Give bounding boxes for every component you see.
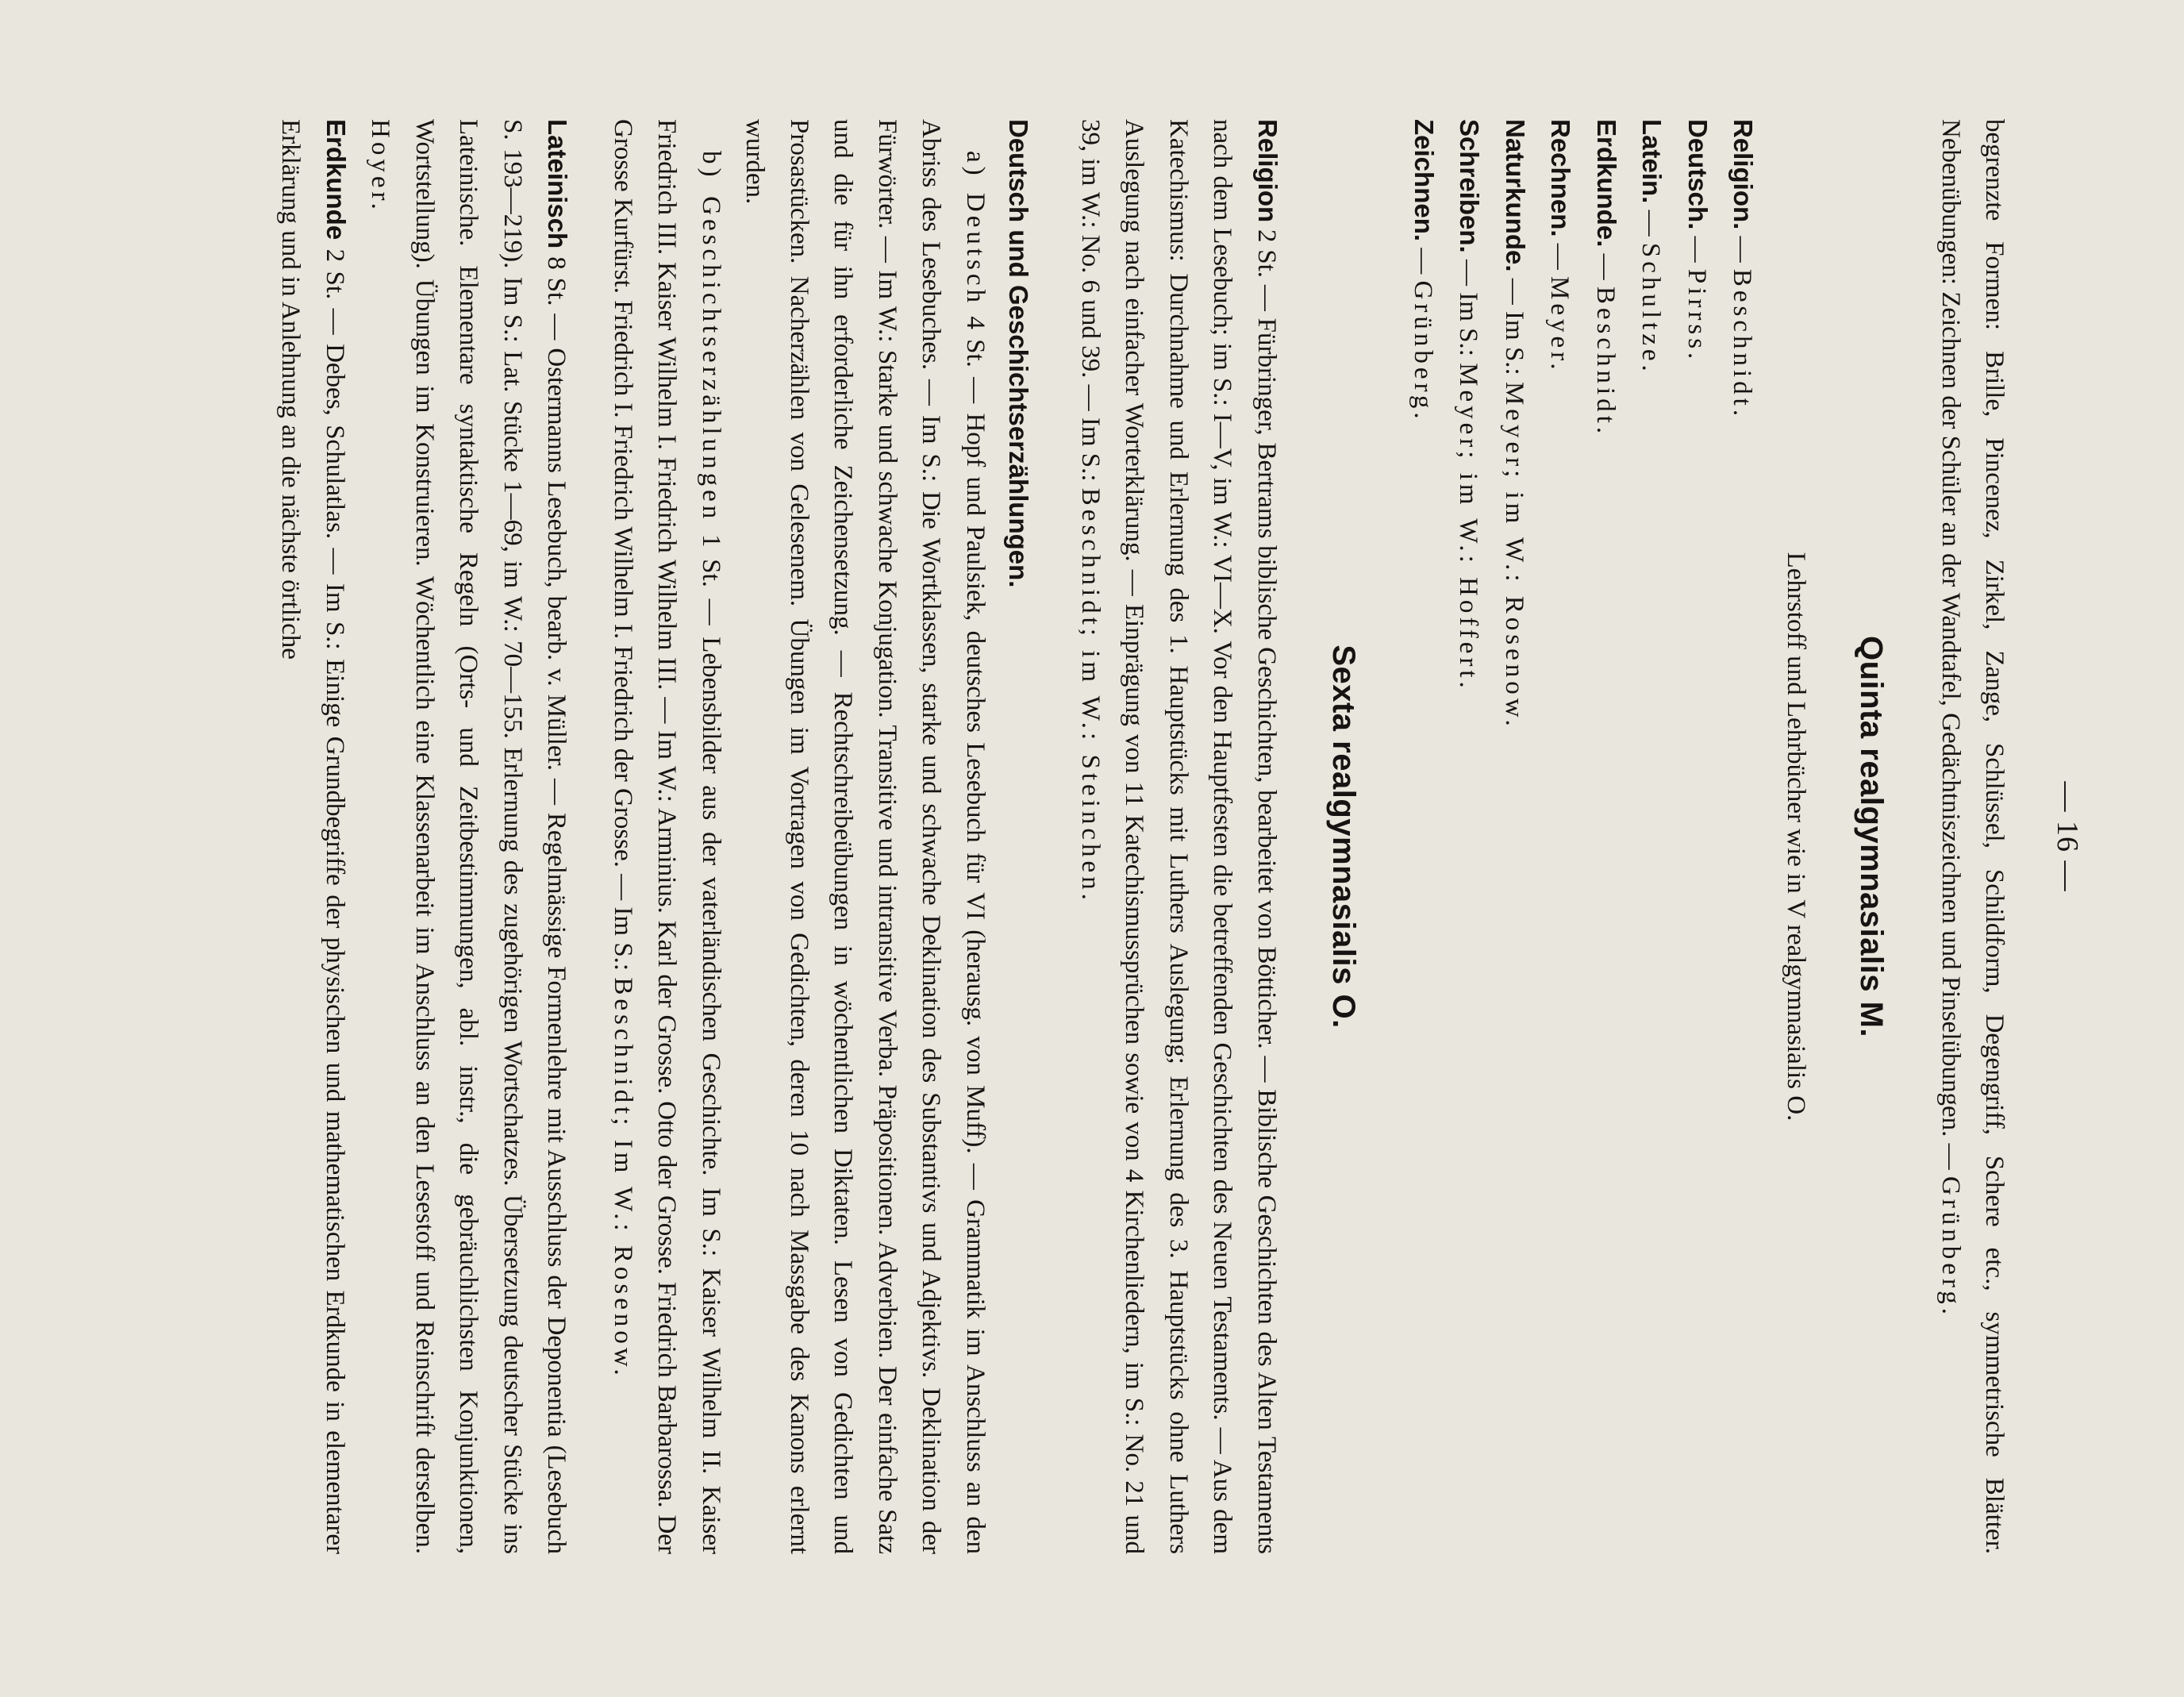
religion-label: Religion (1253, 119, 1282, 223)
subject-teacher: Meyer; im W.: Hoffert. (1454, 363, 1483, 692)
deutsch-b-paragraph (601, 119, 733, 1554)
opening-paragraph (1928, 119, 2017, 1554)
subject-label: Naturkunde. (1501, 119, 1530, 272)
religion-teacher: Beschnidt; im W.: Steinchen. (1076, 487, 1105, 904)
subject-text: — (1409, 248, 1437, 275)
lateinisch-teacher: Hoyer. (366, 119, 395, 214)
erdkunde-paragraph (268, 119, 358, 1554)
subject-label: Zeichnen. (1409, 119, 1439, 242)
spacer (580, 119, 601, 1554)
subject-text: — (1636, 210, 1666, 237)
quinta-heading: Quinta realgymnasialis M. (1854, 636, 1890, 1037)
quinta-subject-latein (1628, 119, 1675, 1554)
deutsch-b-label: b) Geschichtserzählungen (697, 151, 725, 523)
sexta-religion-paragraph (1068, 119, 1290, 1554)
subject-teacher: Pirrss. (1682, 268, 1711, 364)
subject-text: — Im S.: (1454, 259, 1483, 356)
lateinisch-label: Lateinisch (543, 119, 573, 249)
religion-text: 2 St. — Fürbringer, Bertrams biblische Geschichten, bearbeitet von Bötticher. — Biblische Geschichten des Alten Testaments nach dem Lesebuch; im S.: I—V, im W.: VI—X. Vor den Hauptfesten die betreffenden Geschichten des Neuen Testaments. — Aus dem Katechismus: Durchnahme und Erlernung des 1. Hauptstücks mit Luthers Auslegung; Erlernung des 3. Hauptstücks ohne Luthers Auslegung nach einfacher Worterklärung. — Einprägung von 11 Katechismussprüchen sowie von 4 Kirchenliedern, im S.: No. 21 und 39, im W.: No. 6 und 39. — Im S.: (1076, 119, 1281, 1554)
quinta-subject-religion (1720, 119, 1766, 1554)
quinta-subject-naturkunde (1492, 119, 1538, 1554)
subject-teacher: Beschnidt. (1591, 286, 1620, 438)
subject-text: — (1545, 243, 1575, 270)
deutsch-heading: Deutsch und Geschichtserzählungen. (1004, 119, 1034, 588)
quinta-subject-list (1401, 119, 1766, 1554)
quinta-subject-schreiben (1446, 119, 1492, 1554)
subject-label: Erdkunde. (1592, 119, 1621, 248)
lateinisch-paragraph (358, 119, 580, 1554)
subject-text: — (1728, 236, 1757, 263)
page-number: — 16 — (2051, 781, 2084, 892)
quinta-subject-rechnen (1537, 119, 1583, 1554)
subject-label: Schreiben. (1455, 119, 1485, 253)
subject-teacher: Schultze. (1636, 242, 1666, 375)
subject-teacher: Beschnidt. (1728, 268, 1757, 421)
opening-teacher: Grünberg. (1936, 1176, 1965, 1319)
erdkunde-label: Erdkunde (321, 119, 351, 241)
subject-teacher: Meyer. (1545, 276, 1575, 374)
deutsch-b-teacher: Beschnidt; Im W.: Rosenow. (609, 977, 637, 1380)
subject-text: — (1591, 253, 1620, 280)
sexta-heading: Sexta realgymnasialis O. (1326, 645, 1362, 1029)
opening-text: begrenzte Formen: Brille, Pincenez, Zirkel, Zange, Schlüssel, Schildform, Degengriff, Schere etc., symmetrische Blätter. Nebenübungen: Zeichnen der Schüler an der Wandtafel, Gedächtniszeichnen und Pinselübungen. — (1936, 119, 2009, 1554)
quinta-subject-deutsch (1675, 119, 1721, 1554)
deutsch-a-text: 4 St. — Hopf und Paulsiek, deutsches Lesebuch für VI (herausg. von Muff). — Grammatik im Anschluss an den Abriss des Lesebuches. — Im S.: Die Wortklassen, starke und schwache Deklination des Substantivs und Adjektivs. Deklination der Fürwörter. — Im W.: Starke und schwache Konjugation. Transitive und intransitive Verba. Präpositionen. Adverbien. Der einfache Satz und die für ihn erforderliche Zeichensetzung. — Rechtschreibeübungen in wöchentlichen Diktaten. Lesen von Gedichten und Prosastücken. Nacherzählen von Gelesenem. Übungen im Vortragen von Gedichten, deren 10 nach Massgabe des Kanons erlernt wurden. (740, 119, 990, 1555)
subject-label: Religion. (1728, 119, 1759, 230)
subject-label: Rechnen. (1546, 119, 1576, 237)
deutsch-a-paragraph (732, 119, 997, 1554)
quinta-subject-zeichnen (1401, 119, 1447, 1554)
subject-teacher: Meyer; im W.: Rosenow. (1500, 381, 1528, 730)
subject-label: Deutsch. (1683, 119, 1713, 230)
quinta-subject-erdkunde (1583, 119, 1629, 1554)
subject-label: Latein. (1637, 119, 1667, 204)
subject-text: — (1682, 236, 1711, 263)
quinta-intro: Lehrstoff und Lehrbücher wie in V realgymnasialis O. (1782, 552, 1810, 1122)
subject-text: — Im S.: (1500, 278, 1528, 375)
deutsch-b-text: 1 St. — Lebensbilder aus der vaterländischen Geschichte. Im S.: Kaiser Wilhelm II. Kaiser Friedrich III. Kaiser Wilhelm I. Friedrich Wilhelm III. — Im W.: Arminius. Karl der Grosse. Otto der Grosse. Friedrich Barbarossa. Der Grosse Kurfürst. Friedrich I. Friedrich Wilhelm I. Friedrich der Grosse. — Im S.: (609, 119, 725, 1555)
lateinisch-text: 8 St. — Ostermanns Lesebuch, bearb. v. Müller. — Regelmässige Formenlehre mit Ausschluss der Deponentia (Lesebuch S. 193—219). Im S.: Lat. Stücke 1—69, im W.: 70—155. Erlernung des zugehörigen Wortschatzes. Übersetzung deutscher Stücke ins Lateinische. Elementare syntaktische Regeln (Orts- und Zeitbestimmungen, abl. instr., die gebräuchlichsten Konjunktionen, Wortstellung). Übungen im Konstruieren. Wöchentlich eine Klassenarbeit im Anschluss an den Lesestoff und Reinschrift derselben. (410, 119, 571, 1555)
deutsch-a-label: a) Deutsch (961, 151, 990, 307)
erdkunde-text: 2 St. — Debes, Schulatlas. — Im S.: Einige Grundbegriffe der physischen und mathematischen Erdkunde in elementarer Erklärung und in Anlehnung an die nächste örtliche (276, 119, 349, 1554)
subject-teacher: Grünberg. (1409, 280, 1437, 423)
